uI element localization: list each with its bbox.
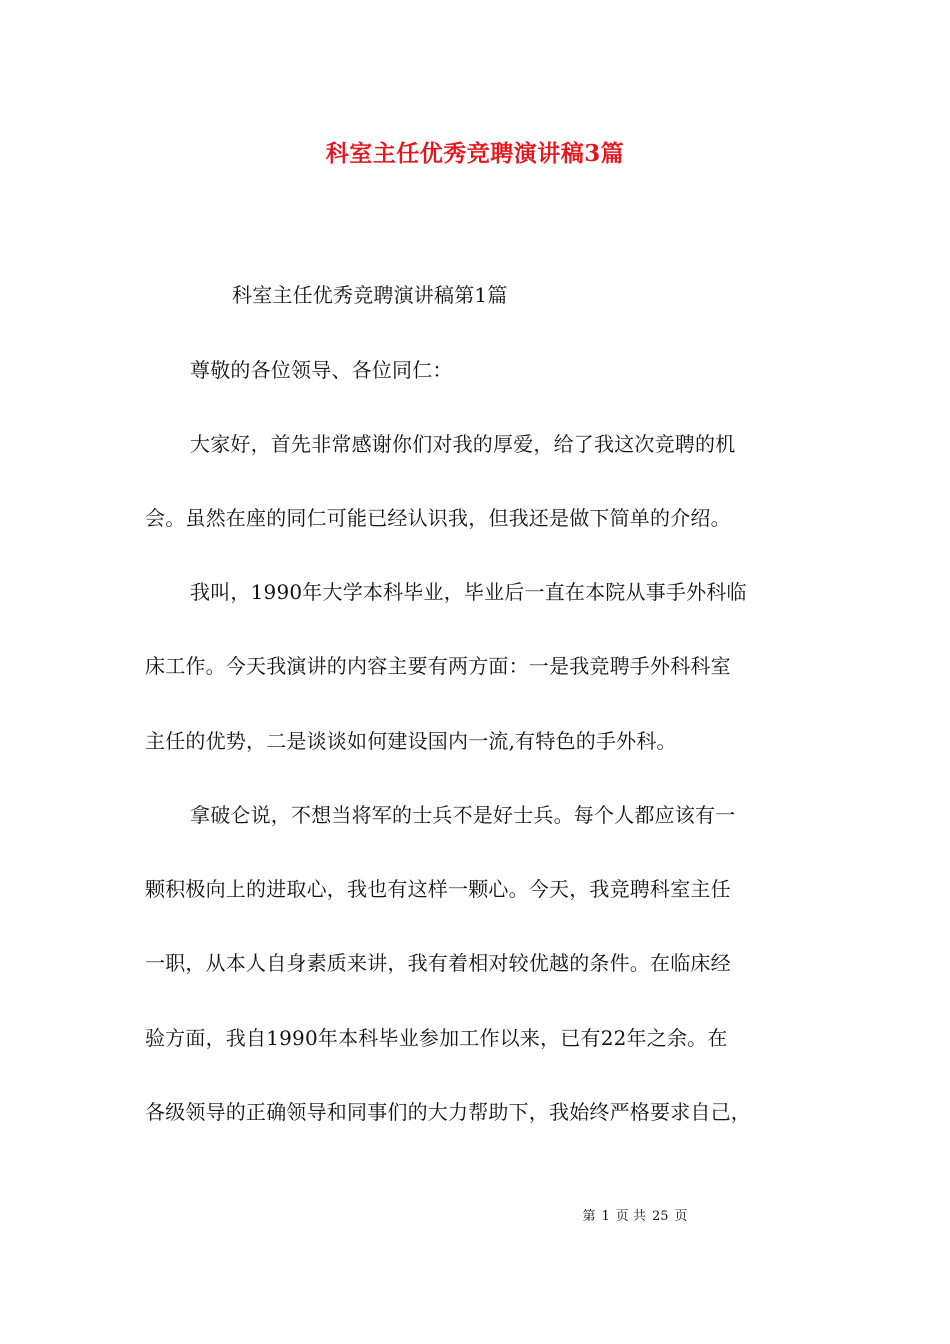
section-heading: 科室主任优秀竞聘演讲稿第1篇 [232,283,508,307]
body-line: 拿破仑说，不想当将军的士兵不是好士兵。每个人都应该有一 [190,803,736,827]
body-line: 床工作。今天我演讲的内容主要有两方面：一是我竞聘手外科科室 [145,654,731,678]
footer-total-pages: 25 [651,1209,669,1224]
footer-page-number: 1 [601,1209,610,1224]
footer-mid: 页 共 [615,1209,646,1224]
salutation: 尊敬的各位领导、各位同仁： [190,358,453,382]
page-footer [0,1207,950,1227]
document-title: 科室主任优秀竞聘演讲稿3篇 [325,140,625,167]
footer-prefix: 第 [582,1209,596,1224]
body-line: 主任的优势，二是谈谈如何建设国内一流,有特色的手外科。 [145,729,677,753]
body-line: 验方面，我自1990年本科毕业参加工作以来，已有22年之余。在 [145,1026,728,1050]
body-line: 各级领导的正确领导和同事们的大力帮助下，我始终严格要求自己， [145,1100,751,1124]
body-line: 会。虽然在座的同仁可能已经认识我，但我还是做下简单的介绍。 [145,506,731,530]
body-line: 颗积极向上的进取心，我也有这样一颗心。今天，我竞聘科室主任 [145,877,731,901]
body-line: 我叫，1990年大学本科毕业，毕业后一直在本院从事手外科临 [190,580,747,604]
body-line: 一职，从本人自身素质来讲，我有着相对较优越的条件。在临床经 [145,951,731,975]
body-line: 大家好，首先非常感谢你们对我的厚爱，给了我这次竞聘的机 [190,432,736,456]
footer-suffix: 页 [674,1209,688,1224]
